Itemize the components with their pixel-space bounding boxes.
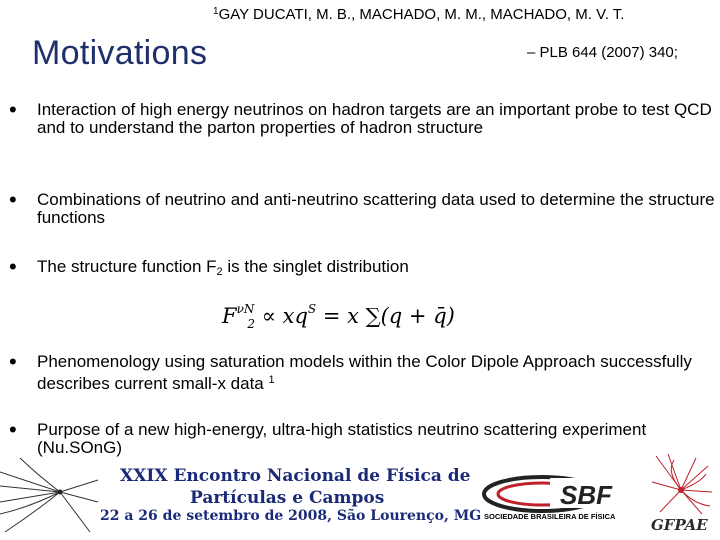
structure-function-formula bbox=[222, 302, 455, 331]
reference-authors-text: GAY DUCATI, M. B., MACHADO, M. M., MACHADO, M. V. T. bbox=[218, 6, 625, 23]
reference-journal: – PLB 644 (2007) 340; bbox=[527, 44, 678, 61]
reference-marker: 1 bbox=[213, 6, 219, 17]
bullet-footnote: 1 bbox=[268, 374, 275, 386]
formula-lhs: F bbox=[222, 304, 237, 328]
bullet-dot-icon: • bbox=[9, 349, 17, 374]
sbf-logo-label: SBF bbox=[560, 480, 612, 510]
bullet-text: Interaction of high energy neutrinos on hadron targets are an important probe to test QCD and to understand the parton properties of hadron structure bbox=[37, 100, 712, 137]
bullet-subscript: 2 bbox=[216, 266, 223, 278]
sbf-name: SOCIEDADE BRASILEIRA DE FÍSICA bbox=[484, 512, 616, 521]
conference-title-line2: Partículas e Campos bbox=[190, 488, 385, 508]
particle-tracks-graphic bbox=[0, 452, 100, 540]
bullet-text bbox=[37, 353, 717, 393]
bullet-dot-icon: • bbox=[9, 187, 17, 212]
conference-dates: 22 a 26 de setembro de 2008, São Lourenço, MG bbox=[100, 508, 482, 524]
formula-mid-sup: S bbox=[307, 302, 317, 316]
formula-lhs-sup: νN bbox=[236, 302, 255, 316]
formula-mid: xq bbox=[282, 304, 308, 328]
gfpae-label: GFPAE bbox=[651, 516, 708, 534]
formula-relation: ∝ bbox=[261, 304, 276, 328]
bullet-dot-icon: • bbox=[9, 254, 17, 279]
bullet-text-after: is the singlet distribution bbox=[222, 257, 409, 276]
formula-lhs-sub: 2 bbox=[247, 317, 256, 331]
reference-authors bbox=[213, 6, 624, 23]
formula-rhs: = x ∑(q + q̄) bbox=[322, 304, 455, 328]
bullet-text bbox=[37, 258, 717, 281]
slide-title: Motivations bbox=[32, 34, 208, 72]
bullet-text: Purpose of a new high-energy, ultra-high statistics neutrino scattering experiment (Nu.SOnG) bbox=[37, 420, 647, 457]
bullet-dot-icon: • bbox=[9, 97, 17, 122]
bullet-text-before: The structure function F bbox=[37, 257, 217, 276]
bullet-text: Combinations of neutrino and anti-neutrino scattering data used to determine the structure functions bbox=[37, 190, 715, 227]
bullet-dot-icon: • bbox=[9, 417, 17, 442]
conference-title-line1: XXIX Encontro Nacional de Física de bbox=[120, 466, 471, 486]
bullet-text-main: Phenomenology using saturation models within the Color Dipole Approach successfully describes current small-x data bbox=[37, 352, 692, 393]
